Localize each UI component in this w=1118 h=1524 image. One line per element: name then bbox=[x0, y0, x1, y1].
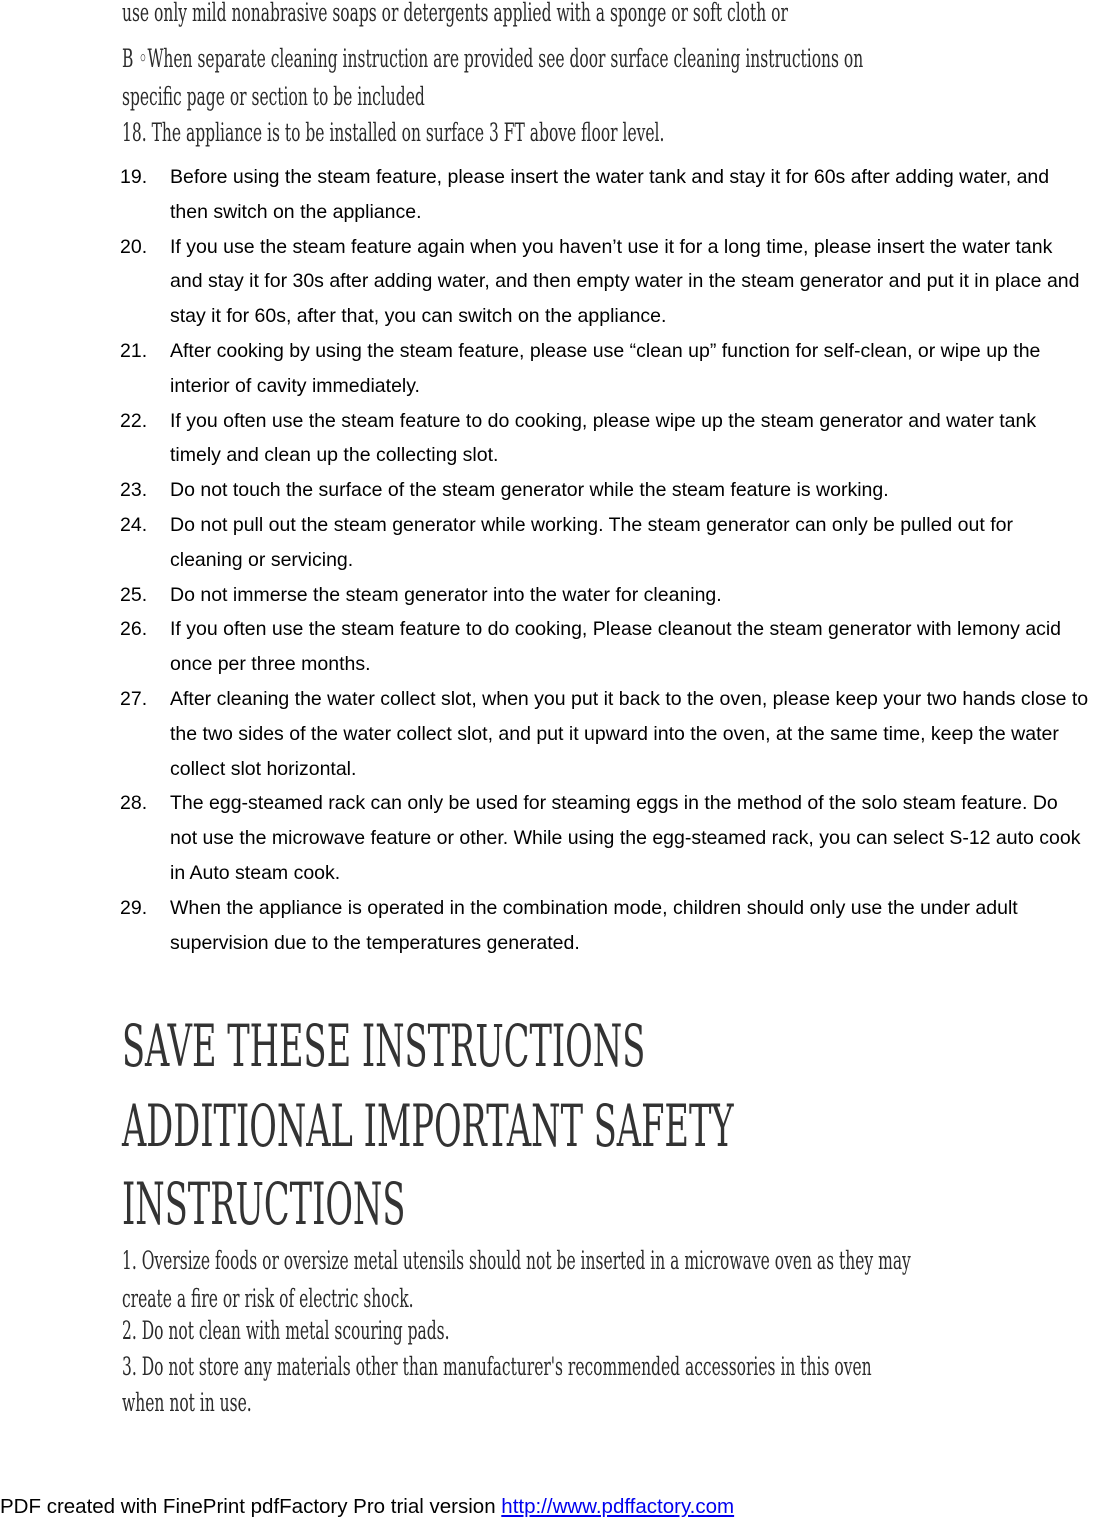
item-number: 28. bbox=[120, 792, 148, 815]
list-item bbox=[120, 786, 1090, 890]
save-instructions-heading: SAVE THESE INSTRUCTIONS bbox=[122, 1012, 646, 1080]
item-number: 20. bbox=[120, 235, 148, 258]
item-number: 25. bbox=[120, 583, 148, 606]
item-number: 23. bbox=[120, 479, 148, 502]
item-text: Do not touch the surface of the steam generator while the steam feature is working. bbox=[170, 479, 889, 502]
scanned-line: 18. The appliance is to be installed on surface 3 FT above floor level. bbox=[122, 118, 665, 147]
list-item bbox=[120, 578, 1090, 613]
additional-safety-heading-cont: INSTRUCTIONS bbox=[122, 1170, 406, 1238]
instruction-list bbox=[120, 160, 1090, 960]
item-number: 24. bbox=[120, 513, 148, 536]
item-text: If you often use the steam feature to do cooking, Please cleanout the steam generator with lemony acid once per three months. bbox=[170, 618, 1062, 676]
item-text: After cooking by using the steam feature, please use “clean up” function for self-clean, or wipe up the interior of cavity immediately. bbox=[170, 339, 1041, 397]
item-number: 22. bbox=[120, 409, 148, 432]
list-item bbox=[120, 334, 1090, 404]
list-item bbox=[120, 404, 1090, 474]
additional-safety-heading: ADDITIONAL IMPORTANT SAFETY bbox=[122, 1092, 734, 1160]
scanned-line: create a fire or risk of electric shock. bbox=[122, 1284, 414, 1313]
item-text: If you use the steam feature again when you haven’t use it for a long time, please insert the water tank and stay it for 30s after adding water, and then empty water in the steam generator and put it in place and stay it for 60s, after that, you can switch on the appliance. bbox=[170, 235, 1080, 328]
list-item bbox=[120, 682, 1090, 786]
scanned-line: use only mild nonabrasive soaps or detergents applied with a sponge or soft cloth or bbox=[122, 0, 788, 27]
list-item bbox=[120, 160, 1090, 230]
item-text: If you often use the steam feature to do cooking, please wipe up the steam generator and water tank timely and clean up the collecting slot. bbox=[170, 409, 1037, 467]
list-item bbox=[120, 891, 1090, 961]
item-text: After cleaning the water collect slot, when you put it back to the oven, please keep your two hands close to the two sides of the water collect slot, and put it upward into the oven, at the same time, keep the water collect slot horizontal. bbox=[170, 687, 1089, 780]
item-number: 19. bbox=[120, 166, 148, 188]
item-text: Before using the steam feature, please insert the water tank and stay it for 60s after adding water, and then switch on the appliance. bbox=[170, 166, 1050, 223]
item-text: The egg-steamed rack can only be used for steaming eggs in the method of the solo steam feature. Do not use the microwave feature or other. While using the egg-steamed rack, you can select S-12 auto cook in Auto steam cook. bbox=[170, 792, 1081, 884]
list-item bbox=[120, 508, 1090, 578]
scanned-line: 3. Do not store any materials other than manufacturer's recommended accessories in this oven bbox=[122, 1352, 872, 1381]
item-number: 27. bbox=[120, 687, 148, 710]
item-text: Do not immerse the steam generator into the water for cleaning. bbox=[170, 583, 722, 606]
scanned-line: specific page or section to be included bbox=[122, 82, 425, 111]
list-item bbox=[120, 612, 1090, 682]
list-item bbox=[120, 473, 1090, 508]
item-number: 26. bbox=[120, 618, 148, 641]
item-text: When the appliance is operated in the combination mode, children should only use the under adult supervision due to the temperatures generated. bbox=[170, 896, 1018, 954]
pdffactory-link[interactable]: http://www.pdffactory.com bbox=[501, 1495, 735, 1518]
scanned-line: 1. Oversize foods or oversize metal utensils should not be inserted in a microwave oven as they may bbox=[122, 1246, 911, 1275]
item-number: 21. bbox=[120, 339, 148, 362]
scanned-line: 2. Do not clean with metal scouring pads. bbox=[122, 1316, 450, 1345]
pdf-footer bbox=[0, 1493, 734, 1521]
scanned-line: when not in use. bbox=[122, 1388, 252, 1417]
scanned-line: B ◦When separate cleaning instruction are provided see door surface cleaning instructions on bbox=[122, 44, 864, 73]
item-number: 29. bbox=[120, 896, 148, 919]
list-item bbox=[120, 230, 1090, 334]
footer-text: PDF created with FinePrint pdfFactory Pro trial version bbox=[0, 1495, 502, 1518]
item-text: Do not pull out the steam generator while working. The steam generator can only be pulled out for cleaning or servicing. bbox=[170, 513, 1013, 571]
